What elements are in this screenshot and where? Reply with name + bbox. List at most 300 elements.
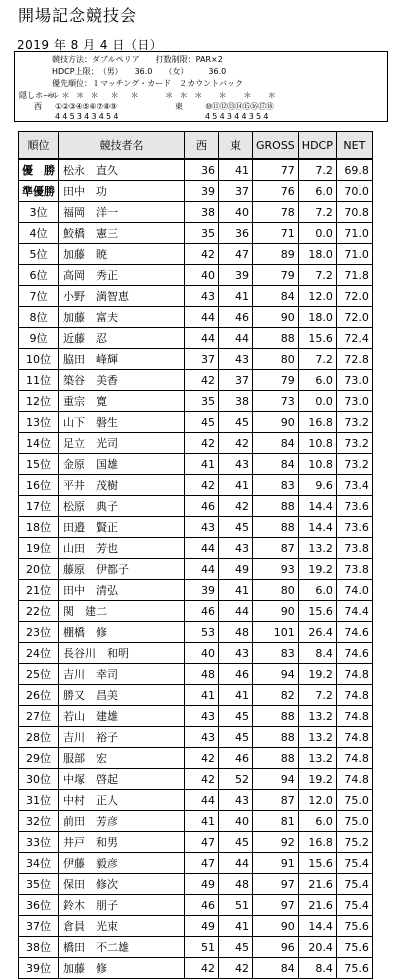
cell-net: 71.0 [336, 244, 372, 265]
cell-gross: 84 [253, 958, 299, 979]
cell-name: 井戸 和男 [59, 832, 185, 853]
cell-net: 70.8 [336, 202, 372, 223]
cell-west: 43 [185, 517, 219, 538]
cell-name: 重宗 寛 [59, 391, 185, 412]
table-row [19, 223, 373, 244]
table-body [19, 159, 373, 979]
cell-west: 37 [185, 349, 219, 370]
cell-west: 51 [185, 937, 219, 958]
table-row [19, 664, 373, 685]
cell-name: 平井 茂樹 [59, 475, 185, 496]
cell-east: 37 [219, 370, 253, 391]
cell-rank: 32位 [19, 811, 59, 832]
cell-name: 脇田 峰輝 [59, 349, 185, 370]
cell-hdcp: 9.6 [298, 475, 336, 496]
cell-name: 加藤 富夫 [59, 307, 185, 328]
table-row [19, 811, 373, 832]
cell-hdcp: 12.0 [298, 286, 336, 307]
cell-net: 72.8 [336, 349, 372, 370]
cell-name: 松原 典子 [59, 496, 185, 517]
cell-name: 山田 芳也 [59, 538, 185, 559]
cell-name: 山下 磐生 [59, 412, 185, 433]
table-row [19, 328, 373, 349]
cell-west: 44 [185, 307, 219, 328]
cell-net: 73.0 [336, 391, 372, 412]
cell-rank: 8位 [19, 307, 59, 328]
cell-net: 75.6 [336, 937, 372, 958]
table-row [19, 727, 373, 748]
cell-west: 35 [185, 223, 219, 244]
table-row [19, 685, 373, 706]
cell-rank: 25位 [19, 664, 59, 685]
table-row [19, 895, 373, 916]
table-row [19, 937, 373, 958]
cell-hdcp: 21.6 [298, 895, 336, 916]
cell-rank: 15位 [19, 454, 59, 475]
cell-gross: 93 [253, 559, 299, 580]
hidden-holes-label: 隠しホール [19, 91, 59, 100]
east-par-row: 454344354 [205, 112, 271, 121]
cell-name: 鈴木 朋子 [59, 895, 185, 916]
cell-west: 47 [185, 853, 219, 874]
cell-east: 43 [219, 349, 253, 370]
cell-name: 金原 国雄 [59, 454, 185, 475]
cell-hdcp: 13.2 [298, 706, 336, 727]
cell-west: 39 [185, 580, 219, 601]
cell-west: 44 [185, 790, 219, 811]
cell-hdcp: 6.0 [298, 580, 336, 601]
west-hole-numbers: ①②③④⑤⑥⑦⑧⑨ [55, 102, 117, 111]
cell-name: 田中 功 [59, 181, 185, 202]
table-row [19, 307, 373, 328]
cell-name: 高岡 秀正 [59, 265, 185, 286]
cell-net: 74.8 [336, 727, 372, 748]
cell-west: 39 [185, 181, 219, 202]
cell-rank: 37位 [19, 916, 59, 937]
cell-name: 田邉 賢正 [59, 517, 185, 538]
cell-east: 45 [219, 937, 253, 958]
cell-hdcp: 18.0 [298, 307, 336, 328]
cell-gross: 90 [253, 307, 299, 328]
table-row [19, 601, 373, 622]
cell-net: 75.0 [336, 811, 372, 832]
cell-gross: 87 [253, 790, 299, 811]
cell-rank: 5位 [19, 244, 59, 265]
header-west: 西 [185, 132, 219, 160]
cell-net: 74.8 [336, 685, 372, 706]
cell-net: 73.8 [336, 559, 372, 580]
cell-rank: 14位 [19, 433, 59, 454]
cell-name: 前田 芳彦 [59, 811, 185, 832]
cell-west: 42 [185, 958, 219, 979]
cell-west: 42 [185, 475, 219, 496]
table-row [19, 349, 373, 370]
cell-net: 75.6 [336, 958, 372, 979]
cell-rank: 20位 [19, 559, 59, 580]
cell-hdcp: 18.0 [298, 244, 336, 265]
table-row [19, 706, 373, 727]
cell-gross: 88 [253, 748, 299, 769]
cell-hdcp: 19.2 [298, 559, 336, 580]
cell-east: 46 [219, 307, 253, 328]
cell-rank: 31位 [19, 790, 59, 811]
cell-east: 43 [219, 643, 253, 664]
cell-gross: 89 [253, 244, 299, 265]
cell-hdcp: 16.8 [298, 412, 336, 433]
cell-gross: 76 [253, 181, 299, 202]
cell-east: 40 [219, 202, 253, 223]
cell-west: 40 [185, 643, 219, 664]
cell-hdcp: 20.4 [298, 937, 336, 958]
table-row [19, 370, 373, 391]
cell-net: 73.2 [336, 454, 372, 475]
cell-east: 36 [219, 223, 253, 244]
cell-east: 44 [219, 328, 253, 349]
table-row [19, 202, 373, 223]
cell-east: 42 [219, 433, 253, 454]
cell-gross: 90 [253, 601, 299, 622]
cell-gross: 88 [253, 517, 299, 538]
cell-east: 41 [219, 475, 253, 496]
cell-east: 52 [219, 769, 253, 790]
cell-name: 福岡 洋一 [59, 202, 185, 223]
cell-rank: 23位 [19, 622, 59, 643]
cell-hdcp: 13.2 [298, 748, 336, 769]
hidden-holes-marks: ＊ ＊ ＊ ＊ ＊ ＊ ＊ ＊ ＊ ＊ ＊ ＊ [47, 91, 278, 100]
table-row [19, 181, 373, 202]
cell-west: 46 [185, 601, 219, 622]
cell-east: 41 [219, 159, 253, 181]
cell-rank: 21位 [19, 580, 59, 601]
cell-east: 43 [219, 538, 253, 559]
table-row [19, 958, 373, 979]
cell-west: 49 [185, 916, 219, 937]
cell-west: 46 [185, 895, 219, 916]
cell-rank: 29位 [19, 748, 59, 769]
cell-gross: 90 [253, 916, 299, 937]
cell-east: 38 [219, 391, 253, 412]
cell-name: 吉川 裕子 [59, 727, 185, 748]
cell-hdcp: 15.6 [298, 853, 336, 874]
cell-net: 73.4 [336, 475, 372, 496]
cell-east: 42 [219, 958, 253, 979]
cell-west: 47 [185, 832, 219, 853]
cell-east: 40 [219, 811, 253, 832]
cell-net: 72.0 [336, 307, 372, 328]
cell-gross: 88 [253, 706, 299, 727]
cell-rank: 11位 [19, 370, 59, 391]
cell-gross: 77 [253, 159, 299, 181]
cell-name: 関 建二 [59, 601, 185, 622]
table-row [19, 832, 373, 853]
cell-rank: 35位 [19, 874, 59, 895]
cell-rank: 19位 [19, 538, 59, 559]
cell-net: 74.6 [336, 643, 372, 664]
cell-net: 74.0 [336, 580, 372, 601]
cell-hdcp: 12.0 [298, 790, 336, 811]
cell-hdcp: 0.0 [298, 391, 336, 412]
cell-west: 49 [185, 874, 219, 895]
cell-rank: 10位 [19, 349, 59, 370]
cell-hdcp: 21.6 [298, 874, 336, 895]
cell-name: 中村 正人 [59, 790, 185, 811]
results-table [18, 131, 373, 979]
cell-net: 75.4 [336, 874, 372, 895]
table-row [19, 412, 373, 433]
cell-gross: 88 [253, 328, 299, 349]
cell-east: 47 [219, 244, 253, 265]
cell-hdcp: 7.2 [298, 202, 336, 223]
west-course-label: 西 [34, 102, 42, 111]
cell-gross: 79 [253, 370, 299, 391]
header-rank: 順位 [19, 132, 59, 160]
cell-west: 48 [185, 664, 219, 685]
cell-net: 74.8 [336, 769, 372, 790]
cell-gross: 94 [253, 664, 299, 685]
cell-rank: 33位 [19, 832, 59, 853]
table-row [19, 286, 373, 307]
cell-west: 35 [185, 391, 219, 412]
cell-gross: 83 [253, 643, 299, 664]
table-row [19, 265, 373, 286]
cell-gross: 71 [253, 223, 299, 244]
cell-name: 加藤 修 [59, 958, 185, 979]
cell-west: 43 [185, 706, 219, 727]
cell-west: 46 [185, 496, 219, 517]
cell-rank: 7位 [19, 286, 59, 307]
cell-west: 41 [185, 454, 219, 475]
cell-gross: 88 [253, 727, 299, 748]
cell-east: 41 [219, 286, 253, 307]
cell-gross: 97 [253, 874, 299, 895]
cell-name: 中塚 啓起 [59, 769, 185, 790]
table-row [19, 916, 373, 937]
cell-name: 伊藤 毅彦 [59, 853, 185, 874]
cell-net: 73.6 [336, 496, 372, 517]
table-row [19, 159, 373, 181]
cell-hdcp: 14.4 [298, 517, 336, 538]
cell-hdcp: 0.0 [298, 223, 336, 244]
cell-gross: 82 [253, 685, 299, 706]
table-header-row [19, 132, 373, 160]
cell-name: 長谷川 和明 [59, 643, 185, 664]
cell-east: 41 [219, 580, 253, 601]
cell-east: 37 [219, 181, 253, 202]
cell-gross: 97 [253, 895, 299, 916]
cell-east: 45 [219, 412, 253, 433]
cell-rank: 28位 [19, 727, 59, 748]
cell-rank: 6位 [19, 265, 59, 286]
cell-net: 71.0 [336, 223, 372, 244]
table-row [19, 433, 373, 454]
cell-hdcp: 6.0 [298, 370, 336, 391]
cell-rank: 26位 [19, 685, 59, 706]
cell-east: 42 [219, 496, 253, 517]
cell-net: 73.2 [336, 433, 372, 454]
cell-hdcp: 15.6 [298, 328, 336, 349]
cell-rank: 17位 [19, 496, 59, 517]
cell-rank: 30位 [19, 769, 59, 790]
cell-east: 48 [219, 874, 253, 895]
cell-name: 加藤 暁 [59, 244, 185, 265]
cell-gross: 92 [253, 832, 299, 853]
cell-name: 松永 直久 [59, 159, 185, 181]
cell-gross: 80 [253, 349, 299, 370]
cell-west: 42 [185, 748, 219, 769]
header-hdcp: HDCP [298, 132, 336, 160]
cell-hdcp: 13.2 [298, 727, 336, 748]
cell-gross: 79 [253, 265, 299, 286]
cell-hdcp: 19.2 [298, 769, 336, 790]
cell-hdcp: 8.4 [298, 643, 336, 664]
cell-hdcp: 10.8 [298, 433, 336, 454]
cell-rank: 18位 [19, 517, 59, 538]
table-row [19, 559, 373, 580]
cell-west: 38 [185, 202, 219, 223]
cell-west: 44 [185, 559, 219, 580]
cell-gross: 83 [253, 475, 299, 496]
cell-hdcp: 14.4 [298, 496, 336, 517]
cell-hdcp: 6.0 [298, 811, 336, 832]
cell-hdcp: 26.4 [298, 622, 336, 643]
cell-net: 74.8 [336, 664, 372, 685]
cell-name: 棚橋 修 [59, 622, 185, 643]
cell-east: 44 [219, 601, 253, 622]
table-row [19, 622, 373, 643]
cell-east: 45 [219, 727, 253, 748]
cell-rank: 13位 [19, 412, 59, 433]
cell-net: 73.2 [336, 412, 372, 433]
cell-net: 73.6 [336, 517, 372, 538]
cell-hdcp: 13.2 [298, 538, 336, 559]
cell-net: 75.0 [336, 790, 372, 811]
cell-name: 若山 建雄 [59, 706, 185, 727]
east-hole-numbers: ⑩⑪⑫⑬⑭⑮⑯⑰⑱ [205, 102, 274, 111]
cell-gross: 73 [253, 391, 299, 412]
cell-net: 75.4 [336, 895, 372, 916]
cell-rank: 34位 [19, 853, 59, 874]
table-row [19, 853, 373, 874]
cell-west: 36 [185, 159, 219, 181]
cell-net: 73.0 [336, 370, 372, 391]
cell-net: 75.6 [336, 916, 372, 937]
cell-gross: 78 [253, 202, 299, 223]
cell-hdcp: 6.0 [298, 181, 336, 202]
cell-name: 足立 光司 [59, 433, 185, 454]
cell-west: 42 [185, 769, 219, 790]
cell-net: 72.4 [336, 328, 372, 349]
cell-rank: 優 勝 [19, 159, 59, 181]
cell-name: 保田 修次 [59, 874, 185, 895]
cell-east: 51 [219, 895, 253, 916]
cell-west: 43 [185, 727, 219, 748]
header-gross: GROSS [253, 132, 299, 160]
cell-hdcp: 16.8 [298, 832, 336, 853]
cell-rank: 準優勝 [19, 181, 59, 202]
cell-hdcp: 14.4 [298, 916, 336, 937]
table-row [19, 475, 373, 496]
cell-east: 41 [219, 685, 253, 706]
cell-west: 40 [185, 265, 219, 286]
table-row [19, 874, 373, 895]
cell-net: 70.0 [336, 181, 372, 202]
cell-west: 53 [185, 622, 219, 643]
table-row [19, 538, 373, 559]
rules-method: 競技方法：ダブルペリア 打数制限：PAR×2 [52, 55, 223, 64]
table-row [19, 496, 373, 517]
cell-gross: 90 [253, 412, 299, 433]
table-row [19, 391, 373, 412]
cell-net: 72.0 [336, 286, 372, 307]
cell-west: 42 [185, 433, 219, 454]
cell-east: 45 [219, 832, 253, 853]
cell-west: 43 [185, 286, 219, 307]
cell-hdcp: 7.2 [298, 349, 336, 370]
table-row [19, 580, 373, 601]
cell-gross: 84 [253, 286, 299, 307]
cell-east: 46 [219, 664, 253, 685]
table-row [19, 454, 373, 475]
cell-net: 75.2 [336, 832, 372, 853]
header-player-name: 競技者名 [59, 132, 185, 160]
cell-rank: 9位 [19, 328, 59, 349]
cell-gross: 87 [253, 538, 299, 559]
cell-rank: 36位 [19, 895, 59, 916]
east-course-label: 東 [175, 102, 183, 111]
cell-east: 45 [219, 517, 253, 538]
cell-rank: 24位 [19, 643, 59, 664]
cell-net: 74.6 [336, 622, 372, 643]
cell-east: 43 [219, 790, 253, 811]
cell-gross: 91 [253, 853, 299, 874]
cell-net: 74.8 [336, 706, 372, 727]
cell-net: 69.8 [336, 159, 372, 181]
cell-name: 倉員 光束 [59, 916, 185, 937]
cell-net: 71.8 [336, 265, 372, 286]
cell-name: 鮫橋 憲三 [59, 223, 185, 244]
cell-hdcp: 19.2 [298, 664, 336, 685]
cell-rank: 4位 [19, 223, 59, 244]
west-par-row: 445343454 [55, 112, 121, 121]
cell-name: 藤原 伊都子 [59, 559, 185, 580]
cell-hdcp: 8.4 [298, 958, 336, 979]
cell-net: 74.8 [336, 748, 372, 769]
cell-gross: 94 [253, 769, 299, 790]
cell-rank: 38位 [19, 937, 59, 958]
cell-west: 44 [185, 538, 219, 559]
cell-name: 築谷 美香 [59, 370, 185, 391]
cell-name: 小野 満智恵 [59, 286, 185, 307]
cell-west: 41 [185, 811, 219, 832]
header-east: 東 [219, 132, 253, 160]
cell-west: 45 [185, 412, 219, 433]
cell-net: 75.4 [336, 853, 372, 874]
table-row [19, 769, 373, 790]
cell-east: 48 [219, 622, 253, 643]
cell-east: 41 [219, 916, 253, 937]
cell-name: 橋田 不二雄 [59, 937, 185, 958]
cell-name: 田中 清弘 [59, 580, 185, 601]
cell-hdcp: 15.6 [298, 601, 336, 622]
cell-rank: 3位 [19, 202, 59, 223]
table-row [19, 244, 373, 265]
table-row [19, 790, 373, 811]
cell-west: 41 [185, 685, 219, 706]
cell-east: 46 [219, 748, 253, 769]
cell-hdcp: 7.2 [298, 685, 336, 706]
event-date: 2019 年 8 月 4 日（日） [17, 38, 163, 52]
cell-gross: 84 [253, 454, 299, 475]
